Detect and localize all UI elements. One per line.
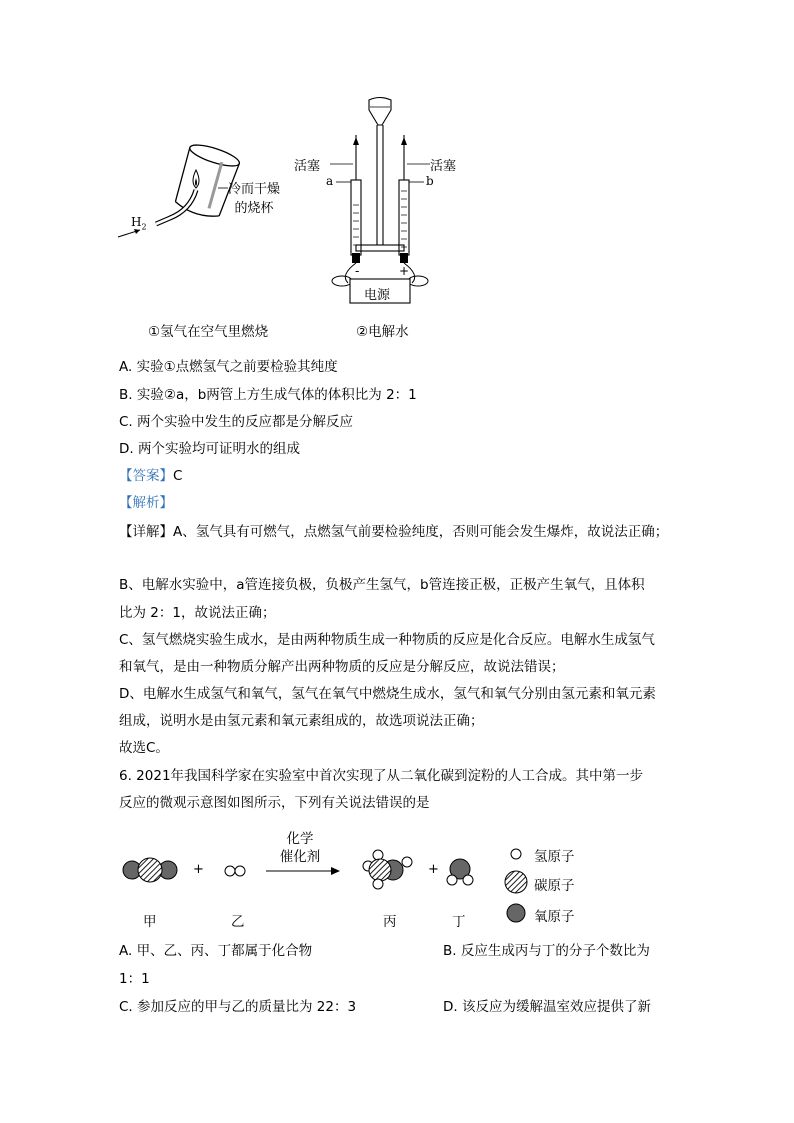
q5-detail-d2: 组成，说明水是由氢元素和氧元素组成的，故选项说法正确； [119, 713, 484, 729]
plus-sign-2: + [428, 862, 439, 877]
h2-label [131, 215, 147, 231]
q5-option-a: A. 实验①点燃氢气之前要检验其纯度 [119, 359, 338, 375]
figure2-caption: ②电解水 [356, 324, 409, 340]
legend-carbon-icon [505, 871, 527, 893]
label-ding: 丁 [452, 914, 466, 930]
electrode-plus-label: + [399, 264, 410, 278]
molecule-bing [363, 850, 412, 889]
arrow-label-line1: 化学 [286, 831, 314, 847]
q5-detail-c1: C、氢气燃烧实验生成水，是由两种物质生成一种物质的反应是化合反应。电解水生成氢气 [119, 632, 655, 648]
tube-a [351, 180, 361, 255]
gas-tube [156, 190, 196, 224]
legend-carbon-label: 碳原子 [534, 878, 575, 894]
tube-label-a: a [326, 174, 334, 188]
legend-oxygen-label: 氧原子 [534, 909, 575, 925]
q6-stem-line2: 反应的微观示意图如图所示，下列有关说法错误的是 [119, 795, 430, 811]
q5-option-b: B. 实验②a，b两管上方生成气体的体积比为 2：1 [119, 387, 417, 403]
h2-symbol: H [131, 215, 142, 229]
arrow-label [265, 830, 335, 866]
arrow-label-line2: 催化剂 [279, 849, 321, 865]
plus-sign-1: + [193, 862, 204, 877]
q6-stem-line1: 6. 2021年我国科学家在实验室中首次实现了从二氧化碳到淀粉的人工合成。其中第一步 [119, 768, 644, 784]
stopcock-label-right: 活塞 [430, 159, 457, 174]
reaction-diagram [110, 828, 600, 928]
cup-label [228, 180, 280, 218]
q6-option-b2: 1：1 [119, 971, 150, 987]
label-yi: 乙 [231, 914, 245, 930]
detail-a-text: A、氢气具有可燃气，点燃氢气前要检验纯度，否则可能会发生爆炸，故说法正确； [173, 524, 669, 540]
q5-detail-d1: D、电解水生成氢气和氧气，氢气在氧气中燃烧生成水，氢气和氧气分别由氢元素和氧元素 [119, 686, 656, 702]
q5-option-d: D. 两个实验均可证明水的组成 [119, 441, 300, 457]
label-jia: 甲 [143, 914, 157, 930]
tube-label-b: b [426, 174, 434, 188]
stopcock-label-left: 活塞 [294, 159, 321, 174]
q5-detail-c2: 和氧气，是由一种物质分解产出两种物质的反应是分解反应，故说法错误； [119, 659, 565, 675]
q5-detail-a [119, 522, 668, 542]
label-bing: 丙 [383, 914, 397, 930]
q5-detail-b1: B、电解水实验中，a管连接负极，负极产生氢气，b管连接正极，正极产生氧气，且体积 [119, 577, 645, 593]
figure1-caption: ①氢气在空气里燃烧 [148, 324, 269, 340]
q5-conclusion: 故选C。 [119, 740, 169, 756]
q5-option-c: C. 两个实验中发生的反应都是分解反应 [119, 414, 354, 430]
q6-option-c: C. 参加反应的甲与乙的质量比为 22：3 [119, 999, 357, 1015]
q6-option-a: A. 甲、乙、丙、丁都属于化合物 [119, 943, 313, 959]
h2-subscript: 2 [141, 222, 147, 232]
q5-answer [119, 466, 182, 486]
cup-label-line2: 的烧杯 [234, 201, 274, 216]
molecule-yi [225, 866, 245, 876]
answer-tag: 【答案】 [119, 468, 173, 484]
legend-hydrogen-label: 氢原子 [534, 849, 575, 865]
detail-tag: 【详解】 [119, 524, 173, 540]
q5-analysis [119, 493, 173, 513]
q6-option-b1: B. 反应生成丙与丁的分子个数比为 [443, 943, 650, 959]
legend-hydrogen-icon [511, 849, 521, 859]
q5-detail-b2: 比为 2：1，故说法正确； [119, 605, 276, 621]
power-label: 电源 [364, 288, 391, 303]
cup-label-line1: 冷而干燥 [228, 182, 281, 197]
legend-oxygen-icon [507, 904, 525, 922]
electrode-minus-label: - [355, 264, 360, 278]
molecule-jia [123, 858, 177, 882]
q6-option-d: D. 该反应为缓解温室效应提供了新 [443, 999, 651, 1015]
answer-value: C [173, 468, 183, 484]
analysis-tag: 【解析】 [119, 495, 173, 511]
funnel [369, 98, 391, 126]
molecule-ding [447, 859, 473, 885]
figure-electrolysis [320, 95, 450, 310]
